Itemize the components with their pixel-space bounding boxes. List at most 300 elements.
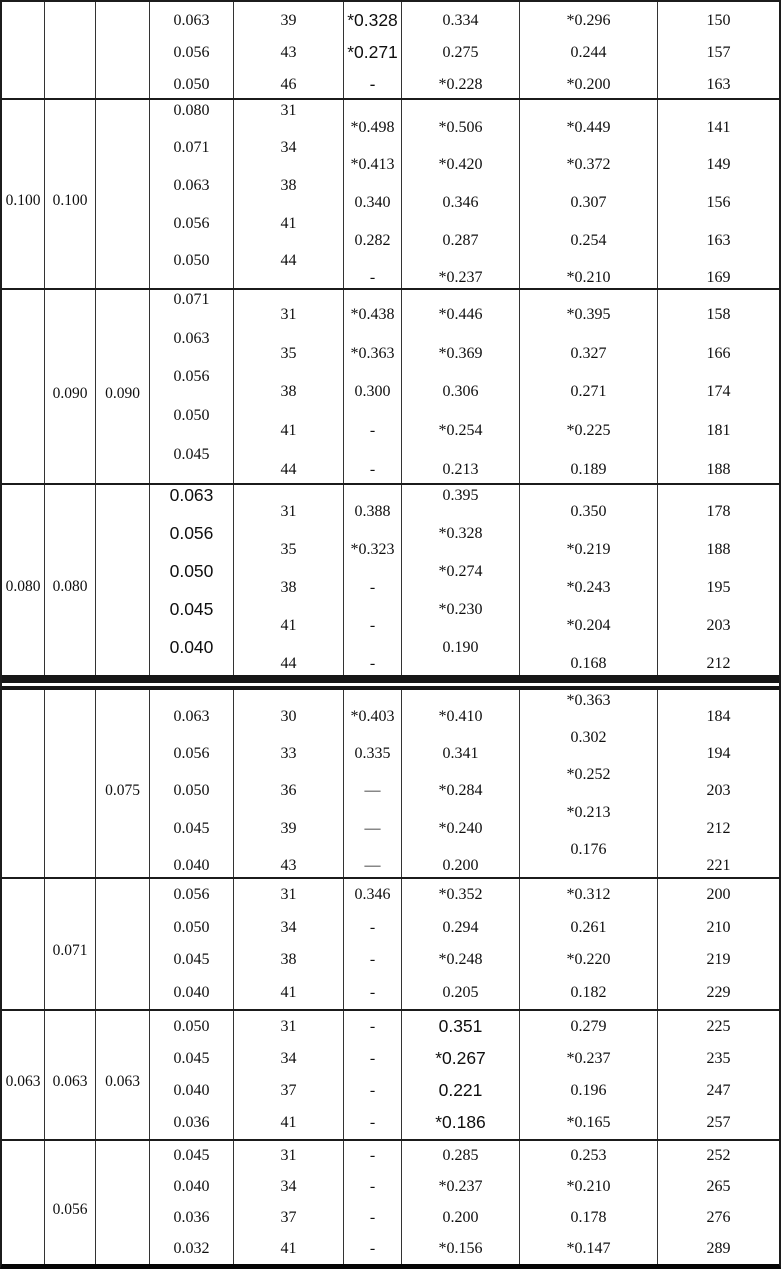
row-label: 0.080 (52, 578, 88, 596)
cell-value: *0.237 (438, 1178, 483, 1196)
table-row-group (2, 690, 779, 879)
table-cell (520, 100, 658, 288)
cell-value: 31 (280, 886, 297, 904)
cell-value: 0.040 (173, 983, 210, 1001)
cell-value: 0.340 (354, 193, 391, 211)
cell-value: - (369, 617, 376, 634)
cell-value: - (369, 1050, 376, 1067)
cell-value: 0.346 (442, 193, 479, 211)
cell-value: 235 (706, 1050, 731, 1067)
cell-value: 221 (706, 857, 731, 875)
table-cell (45, 2, 96, 98)
cell-value: 219 (706, 951, 731, 969)
cell-value: *0.237 (566, 1050, 611, 1067)
cell-value: - (369, 983, 376, 1001)
table-cell (402, 100, 520, 288)
cell-value: - (369, 1147, 376, 1165)
cell-value: 35 (280, 344, 297, 362)
cell-stack (344, 879, 401, 1009)
table-cell (96, 879, 150, 1009)
cell-value: *0.403 (350, 707, 395, 725)
table-cell (234, 690, 344, 877)
table-cell (45, 879, 96, 1009)
table-row-group (2, 879, 779, 1011)
cell-value: 156 (706, 193, 731, 211)
row-label: 0.071 (52, 942, 88, 960)
cell-stack (96, 2, 149, 98)
cell-value: 0.306 (442, 383, 479, 401)
table-cell (344, 2, 402, 98)
table-cell (234, 1141, 344, 1264)
table-cell (344, 485, 402, 675)
cell-stack (520, 879, 657, 1009)
cell-value: 0.045 (173, 951, 210, 969)
cell-value: 0.176 (570, 841, 607, 859)
table-cell (45, 100, 96, 288)
cell-stack (234, 1011, 343, 1139)
cell-stack (150, 281, 233, 474)
cell-value: *0.363 (350, 344, 395, 362)
row-label: 0.063 (105, 1073, 140, 1091)
cell-value: 31 (280, 1147, 297, 1165)
cell-value: - (369, 1178, 376, 1196)
table-row-group (2, 100, 779, 290)
table-cell (402, 485, 520, 675)
table-cell (2, 1011, 45, 1139)
cell-value: *0.413 (350, 156, 395, 174)
cell-value: *0.296 (566, 12, 611, 29)
cell-value: 34 (280, 1050, 297, 1067)
cell-value: - (369, 951, 376, 969)
cell-value: 30 (280, 707, 297, 725)
cell-value: - (369, 74, 376, 95)
cell-value: 0.213 (442, 460, 479, 478)
cell-value: 38 (280, 951, 297, 969)
cell-value: *0.506 (438, 118, 483, 136)
table-cell (96, 485, 150, 675)
cell-value: 35 (280, 541, 297, 558)
cell-value: 0.045 (173, 819, 210, 837)
cell-value: 0.254 (570, 231, 607, 249)
cell-value: 0.040 (173, 1178, 210, 1196)
cell-value: 0.178 (570, 1208, 607, 1226)
cell-stack (344, 1141, 401, 1264)
cell-value: 0.056 (169, 523, 214, 544)
cell-value: 41 (280, 214, 297, 232)
cell-value: 210 (706, 918, 731, 936)
cell-stack (402, 1141, 519, 1264)
cell-value: 0.056 (173, 745, 210, 763)
cell-stack (2, 1141, 44, 1264)
cell-stack (402, 109, 519, 297)
cell-value: *0.395 (566, 306, 611, 324)
cell-value: 34 (280, 139, 297, 157)
cell-value: — (364, 857, 381, 875)
table-cell (234, 485, 344, 675)
cell-value: 0.351 (438, 1016, 483, 1037)
cell-stack (234, 5, 343, 101)
cell-value: 0.071 (173, 139, 210, 157)
cell-value: 0.253 (570, 1147, 607, 1165)
table-cell (2, 879, 45, 1009)
cell-stack (96, 690, 149, 877)
cell-value: — (364, 782, 381, 800)
table-cell (2, 2, 45, 98)
cell-value: 41 (280, 983, 297, 1001)
cell-value: 0.271 (570, 383, 607, 401)
cell-stack (45, 1141, 95, 1264)
cell-value: 0.056 (173, 214, 210, 232)
cell-value: *0.446 (438, 306, 483, 324)
table-cell (96, 1011, 150, 1139)
cell-stack (2, 100, 44, 288)
cell-stack (658, 1141, 779, 1264)
cell-value: 0.040 (169, 637, 214, 658)
cell-stack (402, 879, 519, 1009)
cell-value: *0.363 (566, 691, 611, 709)
cell-value: 0.056 (173, 368, 210, 386)
cell-stack (520, 493, 657, 683)
row-label: 0.090 (52, 384, 88, 402)
cell-value: 203 (706, 782, 731, 800)
cell-value: *0.165 (566, 1114, 611, 1131)
cell-value: - (369, 422, 376, 440)
cell-value: 181 (706, 422, 731, 440)
cell-value: 38 (280, 176, 297, 194)
cell-value: *0.254 (438, 422, 483, 440)
table-cell (402, 879, 520, 1009)
cell-stack (234, 879, 343, 1009)
cell-value: 44 (280, 655, 297, 672)
row-label: 0.063 (5, 1073, 41, 1091)
cell-value: 174 (706, 383, 731, 401)
cell-value: *0.328 (347, 10, 398, 31)
row-label: 0.075 (105, 781, 140, 799)
table-cell (402, 2, 520, 98)
cell-value: - (369, 1114, 376, 1131)
cell-value: 0.221 (438, 1080, 483, 1101)
cell-value: 31 (280, 503, 297, 520)
cell-value: 31 (280, 306, 297, 324)
cell-value: *0.449 (566, 118, 611, 136)
cell-value: *0.230 (438, 601, 483, 618)
table-row-group (2, 290, 779, 485)
cell-stack (344, 296, 401, 489)
cell-value: 0.063 (173, 707, 210, 725)
cell-value: 0.244 (570, 44, 607, 61)
cell-value: *0.213 (566, 803, 611, 821)
cell-stack (344, 5, 401, 101)
table-cell (520, 485, 658, 675)
cell-value: 0.279 (570, 1018, 607, 1035)
table-cell (658, 690, 779, 877)
cell-stack (2, 879, 44, 1009)
cell-value: *0.372 (566, 156, 611, 174)
cell-value: 0.294 (442, 918, 479, 936)
cell-value: 0.395 (442, 487, 479, 504)
cell-value: *0.210 (566, 1178, 611, 1196)
cell-value: 0.050 (173, 252, 210, 270)
cell-value: *0.328 (438, 525, 483, 542)
cell-value: 46 (280, 76, 297, 93)
table-cell (45, 485, 96, 675)
cell-value: 0.287 (442, 231, 479, 249)
table-cell (2, 1141, 45, 1264)
cell-value: 0.040 (173, 857, 210, 875)
cell-value: 0.300 (354, 383, 391, 401)
table-cell (45, 690, 96, 877)
cell-value: 252 (706, 1147, 731, 1165)
cell-value: *0.498 (350, 118, 395, 136)
table-cell (234, 879, 344, 1009)
cell-value: *0.240 (438, 819, 483, 837)
cell-value: - (369, 1239, 376, 1257)
cell-stack (520, 1011, 657, 1139)
cell-stack (658, 879, 779, 1009)
table-cell (150, 2, 234, 98)
cell-stack (96, 1011, 149, 1139)
cell-stack (658, 296, 779, 489)
cell-value: 0.050 (169, 561, 214, 582)
table-cell (150, 100, 234, 288)
table-cell (2, 290, 45, 483)
cell-stack (45, 1011, 95, 1139)
table-cell (2, 485, 45, 675)
cell-value: *0.147 (566, 1239, 611, 1257)
cell-value: - (369, 1082, 376, 1099)
cell-value: 163 (706, 76, 731, 93)
cell-value: 0.282 (354, 231, 391, 249)
cell-value: 44 (280, 460, 297, 478)
cell-value: 0.036 (173, 1114, 210, 1131)
cell-stack (344, 109, 401, 297)
cell-value: 37 (280, 1082, 297, 1099)
cell-value: 0.036 (173, 1208, 210, 1226)
table-row-group (2, 485, 779, 675)
cell-value: 0.261 (570, 918, 607, 936)
cell-value: 166 (706, 344, 731, 362)
cell-value: *0.204 (566, 617, 611, 634)
cell-value: 0.032 (173, 1239, 210, 1257)
cell-stack (402, 5, 519, 101)
cell-value: 0.200 (442, 1208, 479, 1226)
cell-stack (658, 698, 779, 885)
cell-value: 203 (706, 617, 731, 634)
table-cell (96, 1141, 150, 1264)
cell-stack (2, 290, 44, 483)
table-row-group (2, 2, 779, 100)
cell-value: 0.050 (173, 918, 210, 936)
cell-value: 150 (706, 12, 731, 29)
cell-value: 0.063 (173, 176, 210, 194)
cell-stack (96, 485, 149, 675)
cell-stack (150, 1141, 233, 1264)
cell-value: - (369, 655, 376, 672)
cell-stack (402, 698, 519, 885)
cell-value: 0.307 (570, 193, 607, 211)
cell-stack (402, 1011, 519, 1139)
cell-value: 39 (280, 12, 297, 29)
cell-value: *0.252 (566, 766, 611, 784)
table-cell (344, 1011, 402, 1139)
cell-stack (96, 100, 149, 288)
cell-value: *0.220 (566, 951, 611, 969)
cell-stack (45, 690, 95, 877)
cell-value: *0.186 (435, 1112, 486, 1133)
table-cell (402, 1011, 520, 1139)
cell-value: 43 (280, 857, 297, 875)
table-cell (150, 1011, 234, 1139)
cell-value: 0.335 (354, 745, 391, 763)
cell-stack (520, 1141, 657, 1264)
table-cell (402, 1141, 520, 1264)
cell-stack (96, 1141, 149, 1264)
cell-value: *0.323 (350, 541, 395, 558)
table-cell (344, 879, 402, 1009)
cell-value: - (369, 460, 376, 478)
cell-value: 212 (706, 819, 731, 837)
cell-value: 0.189 (570, 460, 607, 478)
cell-stack (96, 290, 149, 483)
cell-value: 212 (706, 655, 731, 672)
cell-stack (234, 698, 343, 885)
cell-value: 184 (706, 707, 731, 725)
cell-value: 0.056 (173, 886, 210, 904)
table-cell (402, 290, 520, 483)
table-cell (520, 1011, 658, 1139)
table-cell (658, 1011, 779, 1139)
table-cell (45, 1141, 96, 1264)
cell-value: 141 (706, 118, 731, 136)
cell-value: 0.063 (173, 12, 210, 29)
table-cell (658, 2, 779, 98)
table-cell (2, 690, 45, 877)
row-label: 0.063 (52, 1073, 88, 1091)
cell-value: 39 (280, 819, 297, 837)
cell-stack (344, 493, 401, 683)
table-cell (2, 100, 45, 288)
cell-stack (402, 296, 519, 489)
row-label: 0.080 (5, 578, 41, 596)
cell-value: 38 (280, 579, 297, 596)
cell-value: 0.071 (173, 291, 210, 309)
cell-value: *0.267 (435, 1048, 486, 1069)
cell-value: 0.275 (442, 44, 479, 61)
cell-value: 0.168 (570, 655, 607, 672)
cell-stack (45, 485, 95, 675)
cell-value: 0.327 (570, 344, 607, 362)
cell-value: *0.237 (438, 269, 483, 287)
cell-value: 0.063 (173, 329, 210, 347)
cell-value: *0.271 (347, 42, 398, 63)
row-label: 0.056 (52, 1200, 88, 1218)
cell-value: 163 (706, 231, 731, 249)
cell-stack (150, 698, 233, 885)
table-cell (658, 485, 779, 675)
table-cell (520, 2, 658, 98)
table-row-group (2, 1141, 779, 1264)
cell-value: 0.045 (173, 445, 210, 463)
cell-value: 225 (706, 1018, 731, 1035)
table-cell (234, 2, 344, 98)
cell-stack (45, 2, 95, 98)
cell-stack (45, 879, 95, 1009)
cell-stack (658, 1011, 779, 1139)
cell-value: 158 (706, 306, 731, 324)
cell-stack (150, 1011, 233, 1139)
table-cell (520, 879, 658, 1009)
cell-stack (234, 296, 343, 489)
cell-value: 157 (706, 44, 731, 61)
cell-value: 0.080 (173, 101, 210, 119)
cell-value: 0.388 (354, 503, 391, 520)
cell-stack (658, 493, 779, 683)
table-cell (234, 290, 344, 483)
cell-stack (234, 493, 343, 683)
cell-value: 0.302 (570, 729, 607, 747)
cell-stack (2, 485, 44, 675)
cell-value: 31 (280, 1018, 297, 1035)
cell-value: 0.056 (173, 44, 210, 61)
cell-value: 44 (280, 252, 297, 270)
cell-value: 41 (280, 1239, 297, 1257)
cell-value: 36 (280, 782, 297, 800)
cell-stack (45, 100, 95, 288)
table-cell (96, 100, 150, 288)
cell-value: 0.040 (173, 1082, 210, 1099)
table-cell (520, 690, 658, 877)
cell-value: *0.284 (438, 782, 483, 800)
cell-value: *0.210 (566, 269, 611, 287)
cell-value: 0.182 (570, 983, 607, 1001)
cell-value: 34 (280, 918, 297, 936)
cell-value: - (369, 918, 376, 936)
cell-value: 41 (280, 1114, 297, 1131)
cell-stack (234, 1141, 343, 1264)
cell-value: - (369, 579, 376, 596)
table-cell (96, 290, 150, 483)
cell-value: 194 (706, 745, 731, 763)
cell-value: 0.050 (173, 76, 210, 93)
cell-stack (2, 1011, 44, 1139)
cell-value: 0.045 (169, 599, 214, 620)
table-cell (45, 1011, 96, 1139)
table-cell (150, 879, 234, 1009)
table-cell (520, 290, 658, 483)
cell-value: 43 (280, 44, 297, 61)
cell-value: *0.228 (438, 76, 483, 93)
row-label: 0.100 (5, 192, 41, 210)
cell-value: 0.200 (442, 857, 479, 875)
cell-value: 178 (706, 503, 731, 520)
table-cell (344, 690, 402, 877)
cell-value: 31 (280, 101, 297, 119)
cell-value: *0.410 (438, 707, 483, 725)
cell-value: 229 (706, 983, 731, 1001)
cell-value: 0.285 (442, 1147, 479, 1165)
cell-value: 188 (706, 541, 731, 558)
row-label: 0.100 (52, 192, 88, 210)
table-cell (344, 290, 402, 483)
cell-value: - (369, 1018, 376, 1035)
cell-value: 257 (706, 1114, 731, 1131)
cell-value: 0.063 (169, 485, 214, 506)
cell-value: 200 (706, 886, 731, 904)
cell-stack (150, 92, 233, 280)
cell-stack (344, 1011, 401, 1139)
cell-value: 0.045 (173, 1147, 210, 1165)
cell-value: *0.420 (438, 156, 483, 174)
